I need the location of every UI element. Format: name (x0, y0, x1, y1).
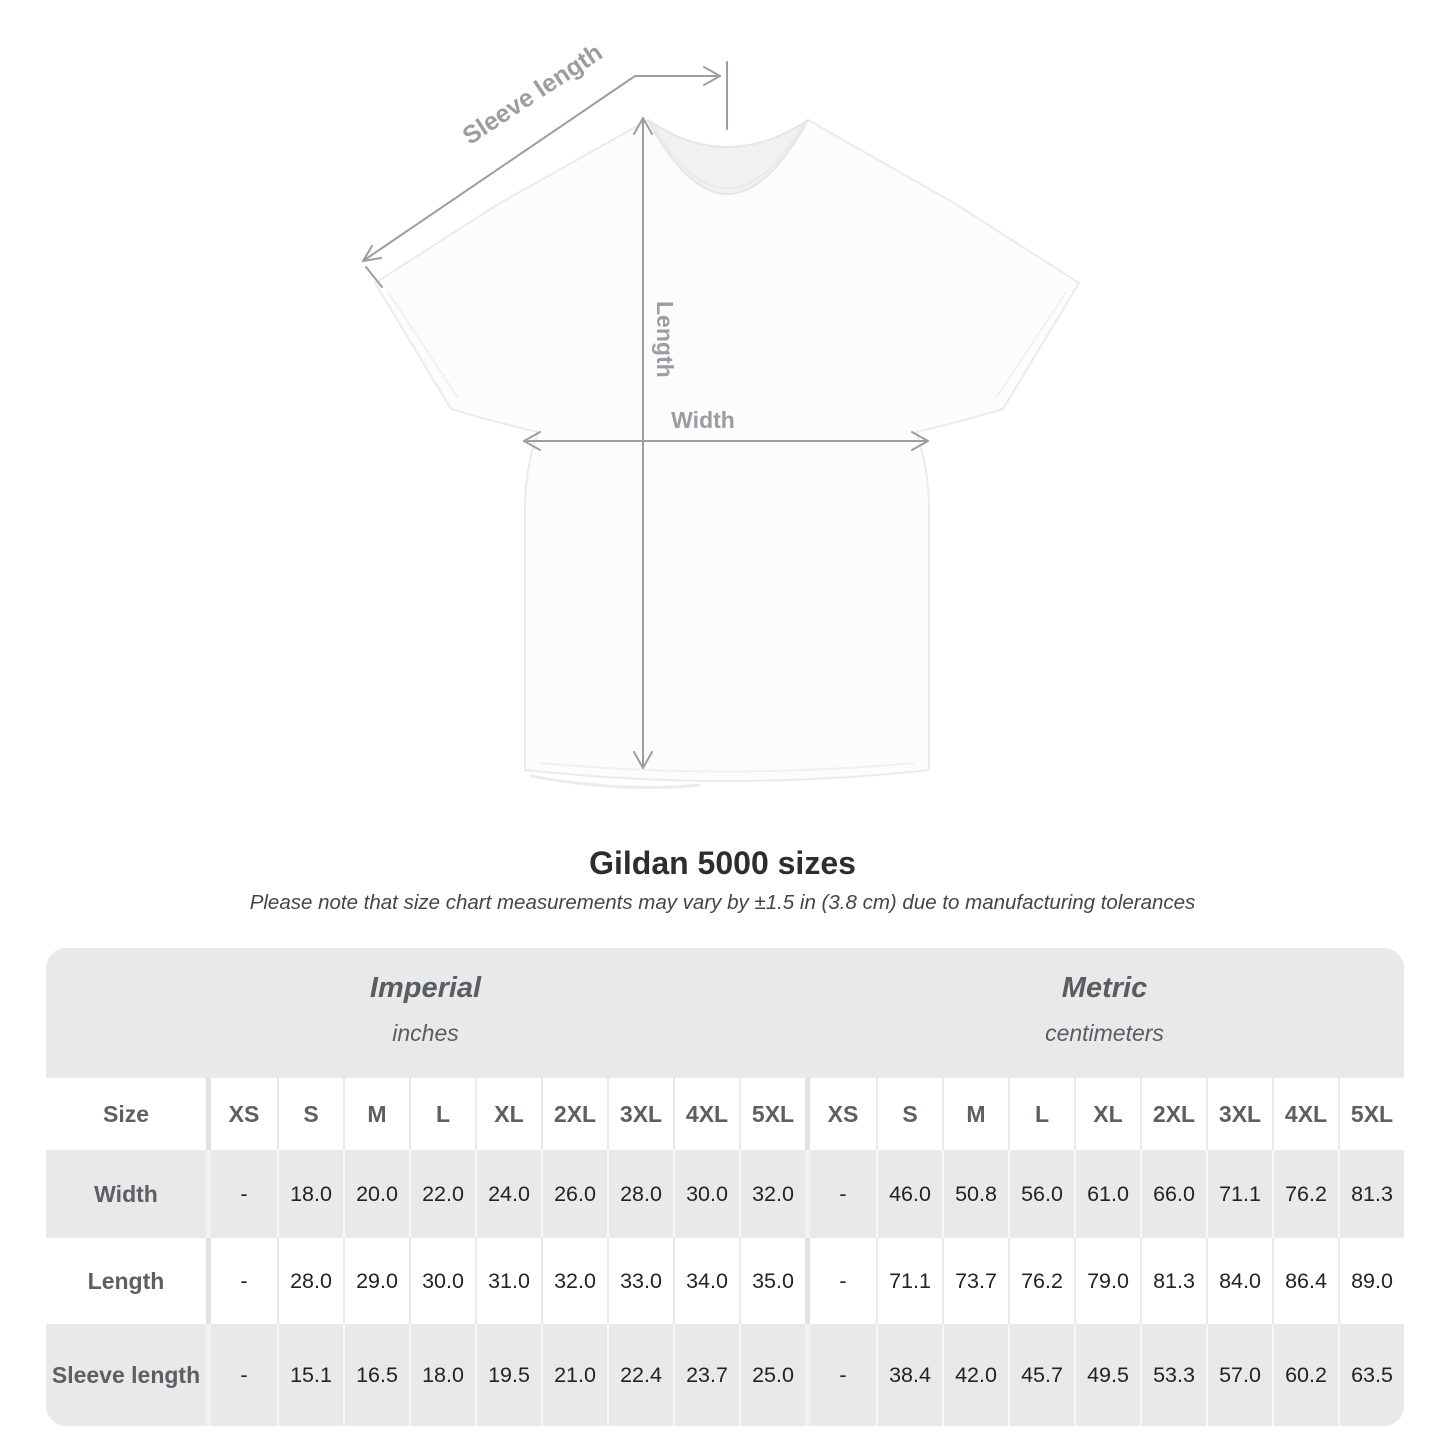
cell-sleeve-length-metric-2xl: 53.3 (1140, 1324, 1206, 1426)
cell-width-metric-xs: - (839, 1181, 847, 1206)
sleeve-length-label: Sleeve length (457, 38, 608, 151)
metric-label: Metric (1061, 972, 1148, 1004)
unit-header-band (46, 948, 1404, 1078)
cell-width-metric-xl: 61.0 (1074, 1150, 1140, 1238)
cell-sleeve-length-metric-xl: 49.5 (1074, 1324, 1140, 1426)
cell-length-imperial-2xl: 32.0 (541, 1238, 607, 1324)
table-row-width (46, 1150, 1404, 1238)
cell-sleeve-length-imperial-m: 16.5 (343, 1324, 409, 1426)
row-label-length: Length (87, 1267, 165, 1294)
column-header-imperial-l: L (409, 1078, 475, 1150)
cell-sleeve-length-imperial-s: 15.1 (277, 1324, 343, 1426)
cell-sleeve-length-imperial-xl: 19.5 (475, 1324, 541, 1426)
column-header-metric-l: L (1008, 1078, 1074, 1150)
metric-unit: centimeters (1045, 1020, 1164, 1046)
width-label: Width (671, 407, 735, 433)
cell-width-metric-m: 50.8 (942, 1150, 1008, 1238)
cell-length-metric-4xl: 86.4 (1272, 1238, 1338, 1324)
cell-sleeve-length-metric-s: 38.4 (876, 1324, 942, 1426)
column-header-imperial-2xl: 2XL (541, 1078, 607, 1150)
cell-length-imperial-xl: 31.0 (475, 1238, 541, 1324)
imperial-label: Imperial (369, 972, 482, 1004)
cell-sleeve-length-metric-5xl: 63.5 (1338, 1324, 1404, 1426)
cell-length-imperial-4xl: 34.0 (673, 1238, 739, 1324)
cell-width-imperial-5xl: 32.0 (739, 1150, 805, 1238)
cell-width-metric-5xl: 81.3 (1338, 1150, 1404, 1238)
cell-width-imperial-xl: 24.0 (475, 1150, 541, 1238)
cell-width-imperial-3xl: 28.0 (607, 1150, 673, 1238)
cell-width-metric-l: 56.0 (1008, 1150, 1074, 1238)
cell-length-imperial-l: 30.0 (409, 1238, 475, 1324)
cell-width-metric-2xl: 66.0 (1140, 1150, 1206, 1238)
cell-sleeve-length-imperial-xs: - (240, 1362, 248, 1387)
tolerance-note: Please note that size chart measurements may vary by ±1.5 in (3.8 cm) due to manufacturing tolerances (249, 891, 1196, 914)
cell-sleeve-length-metric-3xl: 57.0 (1206, 1324, 1272, 1426)
cell-width-metric-3xl: 71.1 (1206, 1150, 1272, 1238)
cell-width-imperial-m: 20.0 (343, 1150, 409, 1238)
sleeve-end-tick (366, 267, 382, 287)
cell-width-imperial-s: 18.0 (277, 1150, 343, 1238)
cell-sleeve-length-imperial-5xl: 25.0 (739, 1324, 805, 1426)
table-header-row (46, 1078, 1404, 1150)
cell-length-imperial-3xl: 33.0 (607, 1238, 673, 1324)
column-header-imperial-xs: XS (228, 1100, 260, 1127)
cell-length-imperial-s: 28.0 (277, 1238, 343, 1324)
column-header-imperial-4xl: 4XL (673, 1078, 739, 1150)
cell-sleeve-length-metric-4xl: 60.2 (1272, 1324, 1338, 1426)
cell-sleeve-length-imperial-4xl: 23.7 (673, 1324, 739, 1426)
column-header-imperial-3xl: 3XL (607, 1078, 673, 1150)
cell-width-metric-s: 46.0 (876, 1150, 942, 1238)
imperial-section-header (46, 948, 805, 1078)
cell-width-imperial-4xl: 30.0 (673, 1150, 739, 1238)
table-row-sleeve-length (46, 1324, 1404, 1426)
cell-length-metric-2xl: 81.3 (1140, 1238, 1206, 1324)
column-header-imperial-5xl: 5XL (739, 1078, 805, 1150)
page-title: Gildan 5000 sizes (589, 845, 856, 881)
metric-section-header (805, 948, 1404, 1078)
column-header-metric-3xl: 3XL (1206, 1078, 1272, 1150)
cell-length-metric-s: 71.1 (876, 1238, 942, 1324)
cell-width-imperial-l: 22.0 (409, 1150, 475, 1238)
cell-width-imperial-xs: - (240, 1181, 248, 1206)
cell-sleeve-length-metric-m: 42.0 (942, 1324, 1008, 1426)
cell-sleeve-length-imperial-3xl: 22.4 (607, 1324, 673, 1426)
cell-length-metric-5xl: 89.0 (1338, 1238, 1404, 1324)
column-header-imperial-m: M (343, 1078, 409, 1150)
column-header-metric-m: M (942, 1078, 1008, 1150)
column-header-metric-2xl: 2XL (1140, 1078, 1206, 1150)
cell-length-imperial-xs: - (240, 1268, 248, 1293)
cell-width-imperial-2xl: 26.0 (541, 1150, 607, 1238)
cell-sleeve-length-imperial-2xl: 21.0 (541, 1324, 607, 1426)
tshirt-body (375, 120, 1079, 781)
cell-length-metric-l: 76.2 (1008, 1238, 1074, 1324)
cell-length-metric-3xl: 84.0 (1206, 1238, 1272, 1324)
row-label-width: Width (94, 1180, 158, 1207)
column-header-metric-4xl: 4XL (1272, 1078, 1338, 1150)
column-header-imperial-xl: XL (475, 1078, 541, 1150)
size-chart-table (46, 948, 1404, 1426)
size-corner-header: Size (102, 1100, 150, 1127)
cell-length-metric-xs: - (839, 1268, 847, 1293)
column-header-metric-s: S (876, 1078, 942, 1150)
column-header-metric-5xl: 5XL (1338, 1078, 1404, 1150)
cell-width-metric-4xl: 76.2 (1272, 1150, 1338, 1238)
table-row-length (46, 1238, 1404, 1324)
cell-sleeve-length-metric-l: 45.7 (1008, 1324, 1074, 1426)
size-grid (46, 1078, 1404, 1426)
column-header-imperial-s: S (277, 1078, 343, 1150)
cell-length-metric-m: 73.7 (942, 1238, 1008, 1324)
cell-sleeve-length-metric-xs: - (839, 1362, 847, 1387)
cell-length-imperial-5xl: 35.0 (739, 1238, 805, 1324)
cell-length-imperial-m: 29.0 (343, 1238, 409, 1324)
column-header-metric-xl: XL (1074, 1078, 1140, 1150)
imperial-unit: inches (392, 1020, 459, 1046)
column-header-metric-xs: XS (827, 1100, 859, 1127)
cell-sleeve-length-imperial-l: 18.0 (409, 1324, 475, 1426)
cell-length-metric-xl: 79.0 (1074, 1238, 1140, 1324)
row-label-sleeve-length: Sleeve length (51, 1361, 201, 1388)
length-label: Length (652, 301, 678, 378)
